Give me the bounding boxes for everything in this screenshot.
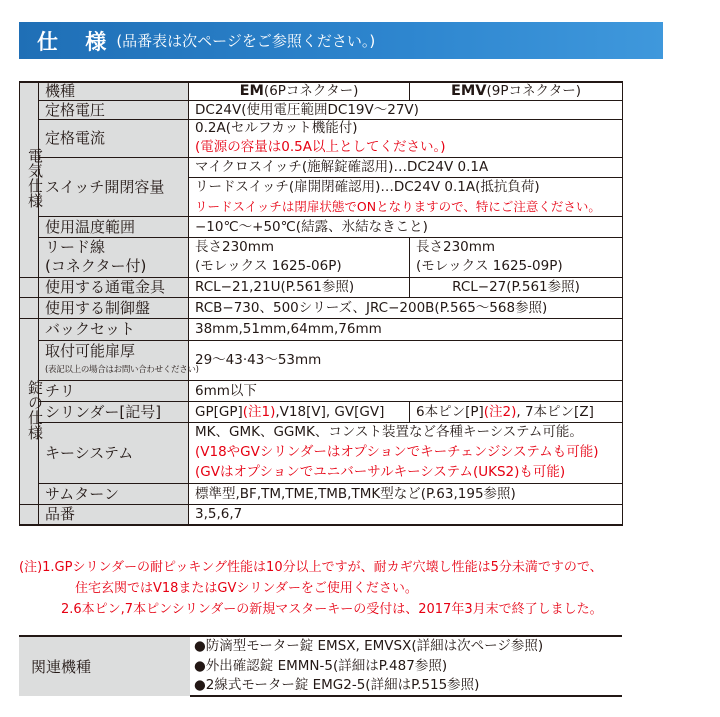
related-item: ●2線式モーター錠 EMG2-5(詳細はP.515参照) xyxy=(190,676,622,696)
note-switch: リードスイッチは閉扉状態でONとなりますので、特にご注意ください。 xyxy=(189,198,623,217)
label-temp: 使用温度範囲 xyxy=(39,217,189,238)
label-backset: バックセット xyxy=(39,319,189,341)
hardware-emv: RCL−27(P.561参照) xyxy=(410,278,623,298)
value-thumbturn: 標準型,BF,TM,TME,TMB,TMK型など(P.63,195参照) xyxy=(189,484,623,505)
lead-em-length: 長さ230mm xyxy=(189,238,410,257)
value-controller: RCB−730、500シリーズ、JRC−200B(P.565〜568参照) xyxy=(189,298,623,319)
spec-row-keysystem xyxy=(20,423,623,443)
footnote-1-cont: 住宅玄関ではV18またはGVシリンダーをご使用ください。 xyxy=(75,581,418,596)
label-related: 関連機種 xyxy=(19,636,190,696)
label-chiri: チリ xyxy=(39,381,189,402)
note-ref-1: (注1) xyxy=(242,403,276,420)
related-item: ●防滴型モーター錠 EMSX, EMVSX(詳細は次ページ参照) xyxy=(190,636,622,656)
spec-row-lead xyxy=(20,238,623,257)
label-current: 定格電流 xyxy=(39,120,189,158)
related-item: ●外出確認錠 EMMN-5(詳細はP.487参照) xyxy=(194,657,448,674)
spec-row-current xyxy=(20,120,623,138)
value-keysystem: MK、GMK、GGMK、コンスト装置など各種キーシステム可能。 xyxy=(189,423,623,443)
spec-row-controller xyxy=(20,298,623,319)
section-subtitle: (品番表は次ページをご参照ください。) xyxy=(116,32,376,50)
group-label-electrical: 電気仕様 xyxy=(20,82,39,278)
lead-emv-part: (モレックス 1625-09P) xyxy=(410,257,623,278)
value-thickness: 29〜43·43〜53mm xyxy=(189,341,623,381)
lead-emv-length: 長さ230mm xyxy=(410,238,623,257)
value-switch-micro: マイクロスイッチ(施解錠確認用)…DC24V 0.1A xyxy=(189,158,623,178)
label-voltage: 定格電圧 xyxy=(39,101,189,120)
spec-row-chiri xyxy=(20,381,623,402)
spec-row-cylinder xyxy=(20,402,623,423)
lead-em-part: (モレックス 1625-06P) xyxy=(189,257,410,278)
footnote-1: (注)1.GPシリンダーの耐ピッキング性能は10分以上ですが、耐カギ穴壊し性能は5分未満ですので、 xyxy=(19,560,603,575)
hardware-em: RCL−21,21U(P.561参照) xyxy=(189,278,410,298)
note-keysystem-1: (V18やGVシリンダーはオプションでキーチェンジシステムも可能) xyxy=(189,443,623,463)
spec-row-hardware xyxy=(20,278,623,298)
note-current: (電源の容量は0.5A以上としてください。) xyxy=(189,138,623,158)
model-em: EM(6Pコネクター) xyxy=(189,82,410,101)
value-current: 0.2A(セルフカット機能付) xyxy=(189,120,623,138)
label-thickness: 取付可能扉厚 (表記以上の場合はお問い合わせください) xyxy=(39,341,189,381)
spec-row-finish xyxy=(20,505,623,525)
footnote-2: 2.6本ピン,7本ピンシリンダーの新規マスターキーの受付は、2017年3月末で終了しました。 xyxy=(61,602,603,617)
value-backset: 38mm,51mm,64mm,76mm xyxy=(189,319,623,341)
spec-row-thickness xyxy=(20,341,623,381)
value-voltage: DC24V(使用電圧範囲DC19V〜27V) xyxy=(189,101,623,120)
label-hardware: 使用する通電金具 xyxy=(39,278,189,298)
spec-row-switch xyxy=(20,158,623,178)
label-thumbturn: サムターン xyxy=(39,484,189,505)
value-temp: −10℃〜+50℃(結露、氷結なきこと) xyxy=(189,217,623,238)
spec-row-model xyxy=(20,82,623,101)
section-title: 仕 様 xyxy=(37,29,117,54)
section-header-banner xyxy=(19,22,663,59)
spec-row-temp xyxy=(20,217,623,238)
spec-row-thumbturn xyxy=(20,484,623,505)
label-switch: スイッチ開閉容量 xyxy=(39,158,189,217)
note-keysystem-2: (GVはオプションでユニバーサルキーシステム(UKS2)も可能) xyxy=(189,463,623,484)
group-label-lock: 錠の仕様 xyxy=(20,319,39,505)
label-lead-connector: (コネクター付) xyxy=(39,257,189,278)
related-models-table xyxy=(19,635,622,697)
cylinder-gp: GP[GP](注1),V18[V], GV[GV] xyxy=(189,402,410,423)
value-chiri: 6mm以下 xyxy=(189,381,623,402)
label-cylinder: シリンダー[記号] xyxy=(39,402,189,423)
footnotes xyxy=(19,557,603,620)
label-keysystem: キーシステム xyxy=(39,423,189,484)
value-finish: 3,5,6,7 xyxy=(189,505,623,525)
label-model: 機種 xyxy=(39,82,189,101)
cylinder-pin: 6本ピン[P](注2), 7本ピン[Z] xyxy=(410,402,623,423)
label-finish: 品番 xyxy=(39,505,189,525)
model-emv: EMV(9Pコネクター) xyxy=(410,82,623,101)
footnote-prefix: (注) xyxy=(19,560,43,575)
value-switch-reed: リードスイッチ(扉開閉確認用)…DC24V 0.1A(抵抗負荷) xyxy=(189,178,623,198)
note-ref-2: (注2) xyxy=(483,403,517,420)
spec-table xyxy=(19,81,623,526)
label-controller: 使用する制御盤 xyxy=(39,298,189,319)
spec-row-voltage xyxy=(20,101,623,120)
label-thickness-note: (表記以上の場合はお問い合わせください) xyxy=(45,365,199,375)
label-lead: リード線 xyxy=(39,238,189,257)
spec-row-backset xyxy=(20,319,623,341)
